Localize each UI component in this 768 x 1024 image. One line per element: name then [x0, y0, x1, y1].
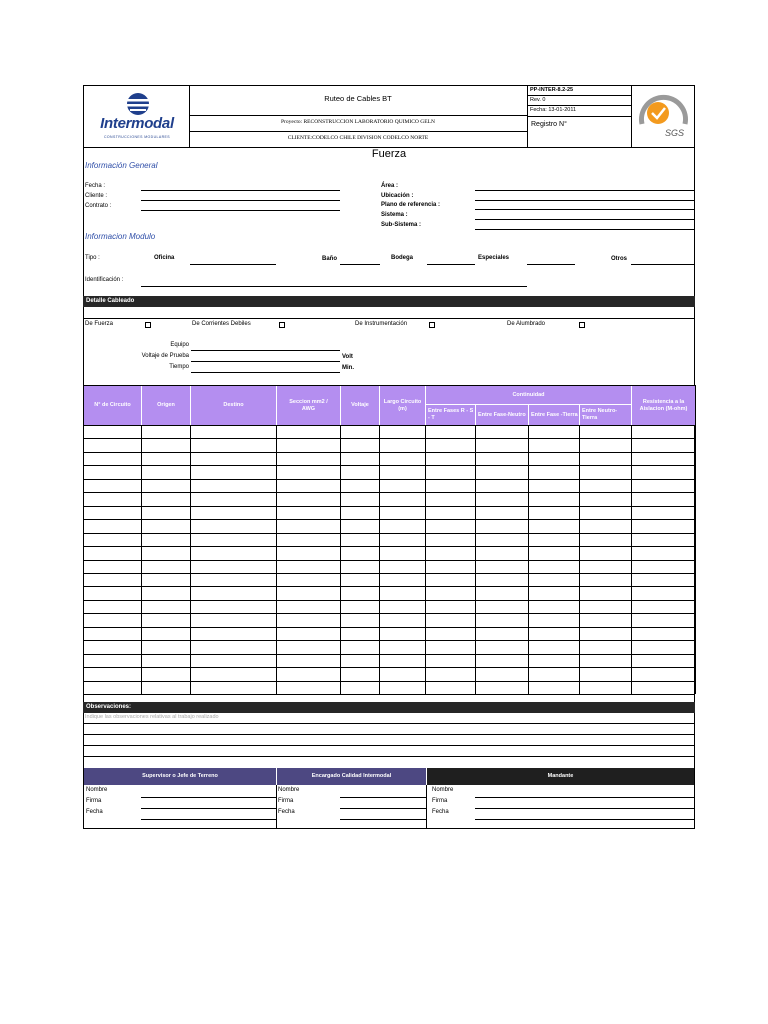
- header-origen: Origen: [142, 386, 190, 425]
- tipo-especiales: Especiales: [478, 255, 510, 261]
- ubicacion-field[interactable]: [475, 200, 695, 201]
- tipo-oficina: Oficina: [154, 255, 175, 261]
- equipo-field[interactable]: [191, 350, 340, 351]
- supervisor-firma-label: Firma: [86, 798, 102, 804]
- header-largo: Largo Circuito (m): [380, 386, 425, 425]
- general-heading: Información General: [85, 161, 158, 170]
- header-voltaje: Voltaje: [341, 386, 379, 425]
- project-name: Proyecto: RECONSTRUCCION LABORATORIO QUIMICO GELN: [281, 119, 435, 125]
- tiempo-label: Tiempo: [169, 364, 189, 370]
- mandante-fecha-field[interactable]: [475, 819, 695, 820]
- client-name: CLIENTE:CODELCO CHILE DIVISION CODELCO NORTE: [287, 135, 429, 141]
- calidad-fecha-field[interactable]: [340, 819, 426, 820]
- plano-label: Plano de referencia :: [381, 202, 441, 208]
- fecha-label: Fecha :: [85, 183, 106, 189]
- header-divider: [527, 105, 631, 106]
- certification-seal: [636, 88, 691, 144]
- mandante-firma-label: Firma: [432, 798, 448, 804]
- observaciones-bar: Observaciones:: [83, 702, 695, 713]
- header-continuidad: Continuidad: [426, 386, 631, 404]
- voltaje-prueba-field[interactable]: [191, 361, 340, 362]
- observaciones-line[interactable]: [83, 723, 695, 724]
- observaciones-line[interactable]: [83, 745, 695, 746]
- tipo-bano: Baño: [322, 256, 337, 262]
- area-field[interactable]: [475, 190, 695, 191]
- modulo-heading: Informacion Modulo: [85, 232, 156, 241]
- tipo-bodega: Bodega: [391, 255, 414, 261]
- calidad-nombre-label: Nombre: [278, 787, 300, 793]
- company-logo: [88, 88, 186, 144]
- sistema-field[interactable]: [475, 219, 695, 220]
- header-circuito: N° de Circuito: [84, 386, 141, 425]
- supervisor-fecha-field[interactable]: [141, 819, 276, 820]
- plano-field[interactable]: [475, 209, 695, 210]
- identificacion-label: Identificación :: [85, 277, 124, 283]
- logo-text: Intermodal: [100, 115, 174, 132]
- header-destino: Destino: [191, 386, 276, 425]
- volt-unit: Volt: [342, 354, 353, 360]
- cliente-field[interactable]: [141, 200, 340, 201]
- observaciones-hint: Indique las observaciones relativas al trabajo realizado: [85, 714, 219, 720]
- contrato-label: Contrato :: [85, 203, 112, 209]
- cliente-label: Cliente :: [85, 193, 108, 199]
- oficina-field[interactable]: [190, 264, 276, 265]
- cableado-divider: [83, 318, 695, 319]
- min-unit: Min.: [342, 365, 354, 371]
- form-title: Ruteo de Cables BT: [324, 94, 392, 103]
- header-fase-neutro: Entre Fase-Neutro: [476, 405, 528, 425]
- equipo-label: Equipo: [170, 342, 189, 348]
- supervisor-nombre-label: Nombre: [86, 787, 108, 793]
- subsistema-label: Sub-Sistema :: [381, 222, 422, 228]
- signature-mandante-title: Mandante: [427, 768, 694, 785]
- revision: Rev. 0: [530, 97, 546, 103]
- header-divider: [189, 115, 527, 116]
- supervisor-firma-field[interactable]: [141, 808, 276, 809]
- mandante-nombre-label: Nombre: [432, 787, 454, 793]
- option-debiles: De Corrientes Debiles: [192, 321, 251, 327]
- option-alumbrado: De Alumbrado: [507, 321, 546, 327]
- calidad-firma-field[interactable]: [340, 808, 426, 809]
- option-fuerza: De Fuerza: [85, 321, 114, 327]
- subsistema-field[interactable]: [475, 229, 695, 230]
- table-column-border: [695, 385, 696, 694]
- bano-field[interactable]: [340, 264, 380, 265]
- header-neutro-tierra: Entre Neutro-Tierra: [580, 405, 631, 425]
- debiles-checkbox[interactable]: [279, 322, 285, 328]
- otros-field[interactable]: [631, 264, 695, 265]
- document-date: Fecha: 13-01-2011: [530, 107, 577, 113]
- mandante-nombre-field[interactable]: [475, 797, 695, 798]
- header-fase-tierra: Entre Fase -Tierra: [529, 405, 579, 425]
- area-label: Área :: [381, 183, 399, 189]
- option-instrumentacion: De Instrumentación: [355, 321, 408, 327]
- observaciones-line[interactable]: [83, 756, 695, 757]
- section-title: Fuerza: [371, 148, 407, 160]
- header-entre-fases: Entre Fases R - S - T: [426, 405, 475, 425]
- bodega-field[interactable]: [427, 264, 475, 265]
- calidad-nombre-field[interactable]: [340, 797, 426, 798]
- supervisor-fecha-label: Fecha: [86, 809, 103, 815]
- signature-divider: [276, 785, 277, 829]
- logo-tagline: CONSTRUCCIONES MODULARES: [104, 135, 170, 139]
- fecha-field[interactable]: [141, 190, 340, 191]
- cableado-bar: Detalle Cableado: [83, 296, 695, 307]
- header-divider: [189, 131, 527, 132]
- document-code: PP-INTER-8.2-25: [530, 87, 574, 93]
- table-top-border: [83, 385, 695, 386]
- header-divider: [527, 95, 631, 96]
- signature-calidad-title: Encargado Calidad Intermodal: [277, 768, 426, 785]
- tipo-label: Tipo :: [85, 255, 100, 261]
- mandante-firma-field[interactable]: [475, 808, 695, 809]
- calidad-firma-label: Firma: [278, 798, 294, 804]
- ubicacion-label: Ubicación :: [381, 193, 414, 199]
- instrumentacion-checkbox[interactable]: [429, 322, 435, 328]
- tiempo-field[interactable]: [191, 372, 340, 373]
- signature-divider: [426, 785, 427, 829]
- header-resistencia: Resistencia a la Aislacion (M-ohm): [632, 386, 695, 425]
- supervisor-nombre-field[interactable]: [141, 797, 276, 798]
- registro-label: Registro N°: [531, 121, 567, 128]
- tipo-otros: Otros: [611, 256, 628, 262]
- contrato-field[interactable]: [141, 210, 340, 211]
- header-seccion: Seccion mm2 / AWG: [277, 386, 340, 425]
- cert-text: SGS: [665, 128, 685, 138]
- header-divider: [527, 116, 631, 117]
- sistema-label: Sistema :: [381, 212, 408, 218]
- signature-supervisor-title: Supervisor o Jefe de Terreno: [84, 768, 276, 785]
- observaciones-line[interactable]: [83, 734, 695, 735]
- identificacion-field[interactable]: [141, 286, 527, 287]
- alumbrado-checkbox[interactable]: [579, 322, 585, 328]
- header-divider: [631, 85, 632, 147]
- voltaje-prueba-label: Voltaje de Prueba: [141, 353, 189, 359]
- especiales-field[interactable]: [527, 264, 575, 265]
- fuerza-checkbox[interactable]: [145, 322, 151, 328]
- mandante-fecha-label: Fecha: [432, 809, 449, 815]
- calidad-fecha-label: Fecha: [278, 809, 295, 815]
